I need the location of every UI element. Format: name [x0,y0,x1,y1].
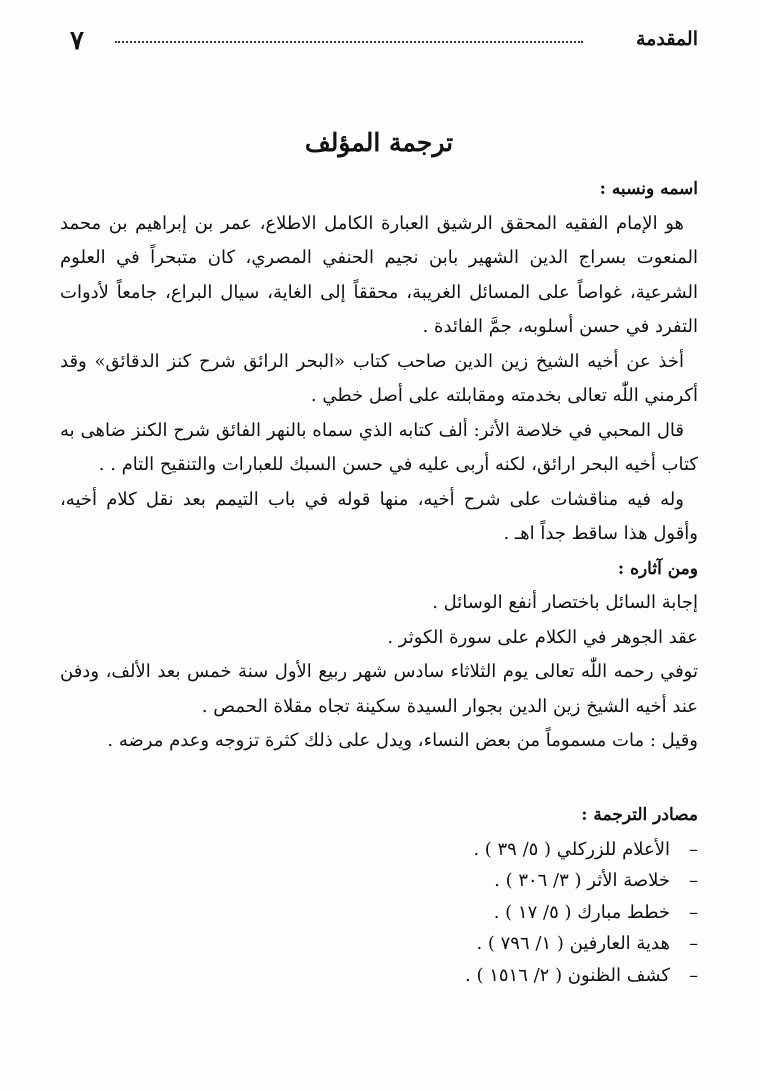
name-heading: اسمه ونسبه : [599,179,698,199]
source-text: كشف الظنون ( ٢/ ١٥١٦ ) . [465,964,670,986]
page-number: ٧ [70,26,84,56]
paragraph: وله فيه مناقشات على شرح أخيه، منها قوله في باب التيمم بعد نقل كلام أخيه، وأقول هذا ساقط جداً اهـ . [60,488,698,544]
work-item: إجابة السائل باختصار أنفع الوسائل . [432,592,698,613]
list-dash: – [689,901,698,923]
death-paragraph: توفي رحمه اللّٰه تعالى يوم الثلاثاء سادس شهر ربيع الأول سنة خمس بعد الألف، ودفن عند أخيه الشيخ زين الدين بجوار السيدة سكينة تجاه مقلاة الحمص . [60,661,698,717]
works-heading: ومن آثاره : [617,558,698,579]
list-dash: – [689,933,698,954]
paragraph: قال المحبي في خلاصة الأثر: ألف كتابه الذي سماه بالنهر الفائق شرح الكنز ضاهى به كتاب أخيه البحر ارائق، لكنه أربى عليه في حسن السبك للعبارات والتنقيح التام . . [60,419,698,475]
paragraph: أخذ عن أخيه الشيخ زين الدين صاحب كتاب «البحر الرائق شرح كنز الدقائق» وقد أكرمني اللّٰه تعالى بخدمته ومقابلته على أصل خطي . [60,350,698,406]
death-paragraph: وقيل : مات مسموماً من بعض النساء، ويدل على ذلك كثرة تزوجه وعدم مرضه . [107,730,698,751]
source-item [60,897,698,929]
source-item [60,865,698,897]
sources-section [60,800,698,991]
source-text: الأعلام للزركلي ( ٥/ ٣٩ ) . [473,838,670,860]
running-header [60,28,698,58]
header-dotted-leader [115,41,583,43]
list-dash: – [689,870,698,891]
work-item: عقد الجوهر في الكلام على سورة الكوثر . [387,626,698,648]
chapter-title: ترجمة المؤلف [304,128,454,157]
source-item [60,960,698,992]
section-title: المقدمة [635,28,698,50]
list-dash: – [689,964,698,986]
sources-list [60,834,698,992]
source-item [60,834,698,866]
main-text [60,172,698,759]
source-text: خطط مبارك ( ٥/ ١٧ ) . [493,901,670,923]
source-item [60,928,698,960]
source-text: خلاصة الأثر ( ٣/ ٣٠٦ ) . [494,870,670,891]
source-text: هدية العارفين ( ١/ ٧٩٦ ) . [476,933,670,954]
book-page [60,0,698,1091]
sources-heading: مصادر الترجمة : [581,805,698,825]
list-dash: – [689,838,698,860]
paragraph: هو الإمام الفقيه المحقق الرشيق العبارة الكامل الاطلاع، عمر بن إبراهيم بن محمد المنعوت بسراج الدين الشهير بابن نجيم الحنفي المصري، كان متبحراً في العلوم الشرعية، غواصاً على المسائل الغريبة، محققاً إلى الغاية، سيال البراع، جامعاً لأدوات التفرد في حسن أسلوبه، جمَّ الفائدة . [60,212,698,337]
